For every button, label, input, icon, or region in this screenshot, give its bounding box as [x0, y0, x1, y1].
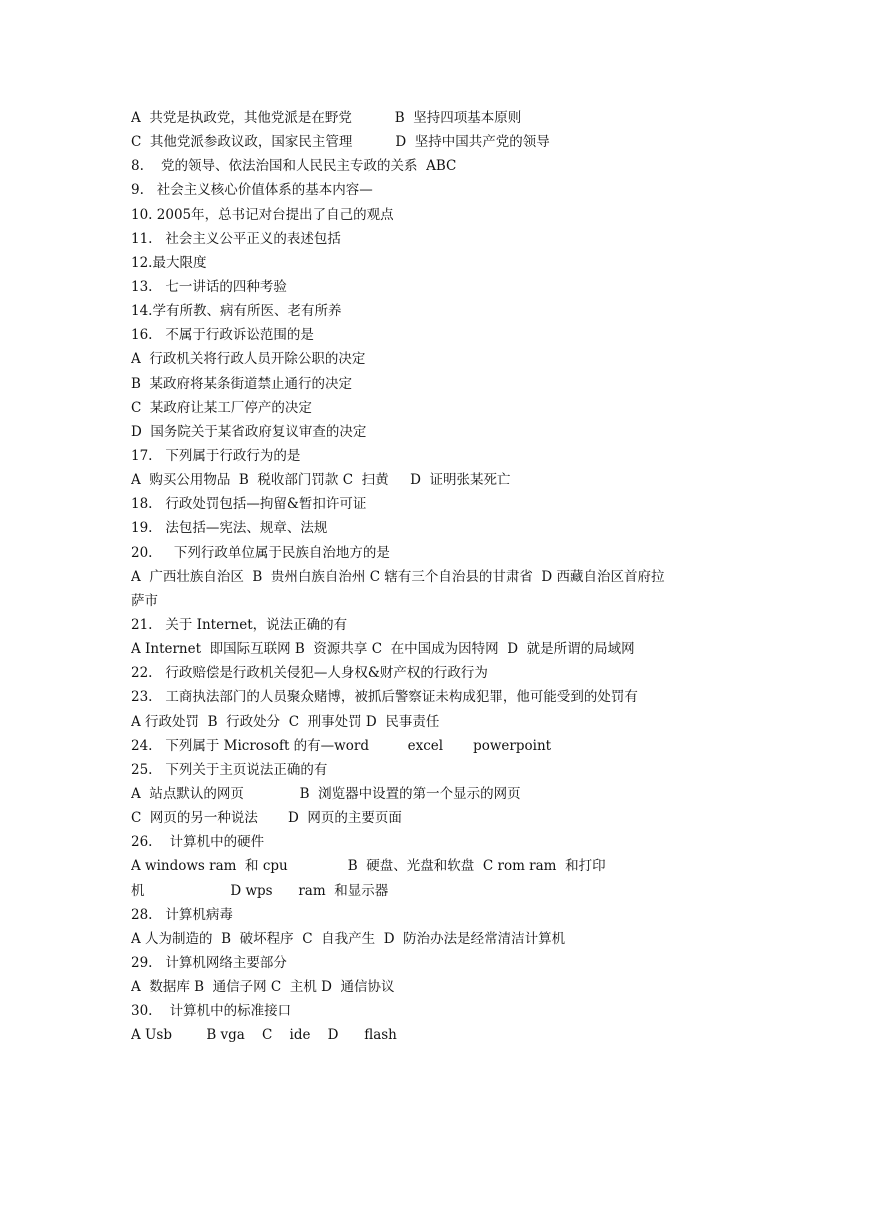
text-line: 26. 计算机中的硬件 [131, 834, 265, 851]
text-line: A 数据库 B 通信子网 C 主机 D 通信协议 [131, 979, 395, 996]
text-line: A 共党是执政党，其他党派是在野党 B 坚持四项基本原则 [131, 110, 522, 126]
text-line: 18. 行政处罚包括—拘留&暂扣许可证 [131, 496, 367, 513]
text-line: 13. 七一讲话的四种考验 [131, 278, 287, 295]
text-line: 萨市 [131, 592, 158, 609]
text-line: 19. 法包括—宪法、规章、法规 [131, 520, 328, 537]
text-line: 12.最大限度 [131, 254, 207, 271]
text-line: 14.学有所教、病有所医、老有所养 [131, 303, 342, 320]
text-line: D 国务院关于某省政府复议审查的决定 [131, 423, 367, 440]
text-line: A 行政处罚 B 行政处分 C 刑事处罚 D 民事责任 [131, 713, 440, 730]
text-line: 8. 党的领导、依法治国和人民民主专政的关系 ABC [131, 158, 457, 175]
text-line: A Usb B vga C ide D flash [131, 1027, 397, 1044]
text-line: 17. 下列属于行政行为的是 [131, 447, 301, 464]
text-line: 28. 计算机病毒 [131, 906, 233, 923]
text-line: 16. 不属于行政诉讼范围的是 [131, 327, 314, 344]
text-line: 25. 下列关于主页说法正确的有 [131, 761, 328, 778]
text-line: 11. 社会主义公平正义的表述包括 [131, 230, 341, 247]
document-body [131, 106, 741, 1047]
text-line: 20. 下列行政单位属于民族自治地方的是 [131, 544, 390, 561]
text-line: A 广西壮族自治区 B 贵州白族自治州 C 辖有三个自治县的甘肃省 D 西藏自治区首府拉 [131, 568, 665, 585]
text-line: A 人为制造的 B 破坏程序 C 自我产生 D 防治办法是经常清洁计算机 [131, 930, 566, 947]
text-line: C 其他党派参政议政，国家民主管理 D 坚持中国共产党的领导 [131, 134, 550, 151]
text-line: 9. 社会主义核心价值体系的基本内容— [131, 182, 373, 199]
text-line: C 网页的另一种说法 D 网页的主要页面 [131, 810, 402, 827]
text-line: 24. 下列属于 Microsoft 的有—word excel powerpoint [131, 737, 552, 754]
text-line: 机 D wps ram 和显示器 [131, 882, 389, 899]
text-line: 21. 关于 Internet，说法正确的有 [131, 616, 348, 633]
text-line: B 某政府将某条街道禁止通行的决定 [131, 375, 353, 392]
text-line: A 行政机关将行政人员开除公职的决定 [131, 351, 366, 368]
text-line: A windows ram 和 cpu B 硬盘、光盘和软盘 C rom ram 和打印 [131, 858, 606, 875]
text-line: C 某政府让某工厂停产的决定 [131, 399, 312, 416]
text-line: A Internet 即国际互联网 B 资源共享 C 在中国成为因特网 D 就是所谓的局域网 [131, 641, 635, 658]
text-line: 22. 行政赔偿是行政机关侵犯—人身权&财产权的行政行为 [131, 665, 488, 682]
text-line: 29. 计算机网络主要部分 [131, 954, 287, 971]
text-line: A 购买公用物品 B 税收部门罚款 C 扫黄 D 证明张某死亡 [131, 472, 511, 489]
text-line: 30. 计算机中的标准接口 [131, 1003, 292, 1020]
text-line: A 站点默认的网页 B 浏览器中设置的第一个显示的网页 [131, 785, 521, 802]
text-line: 10. 2005年，总书记对台提出了自己的观点 [131, 206, 394, 223]
text-line: 23. 工商执法部门的人员聚众赌博，被抓后警察证未构成犯罪，他可能受到的处罚有 [131, 689, 638, 706]
